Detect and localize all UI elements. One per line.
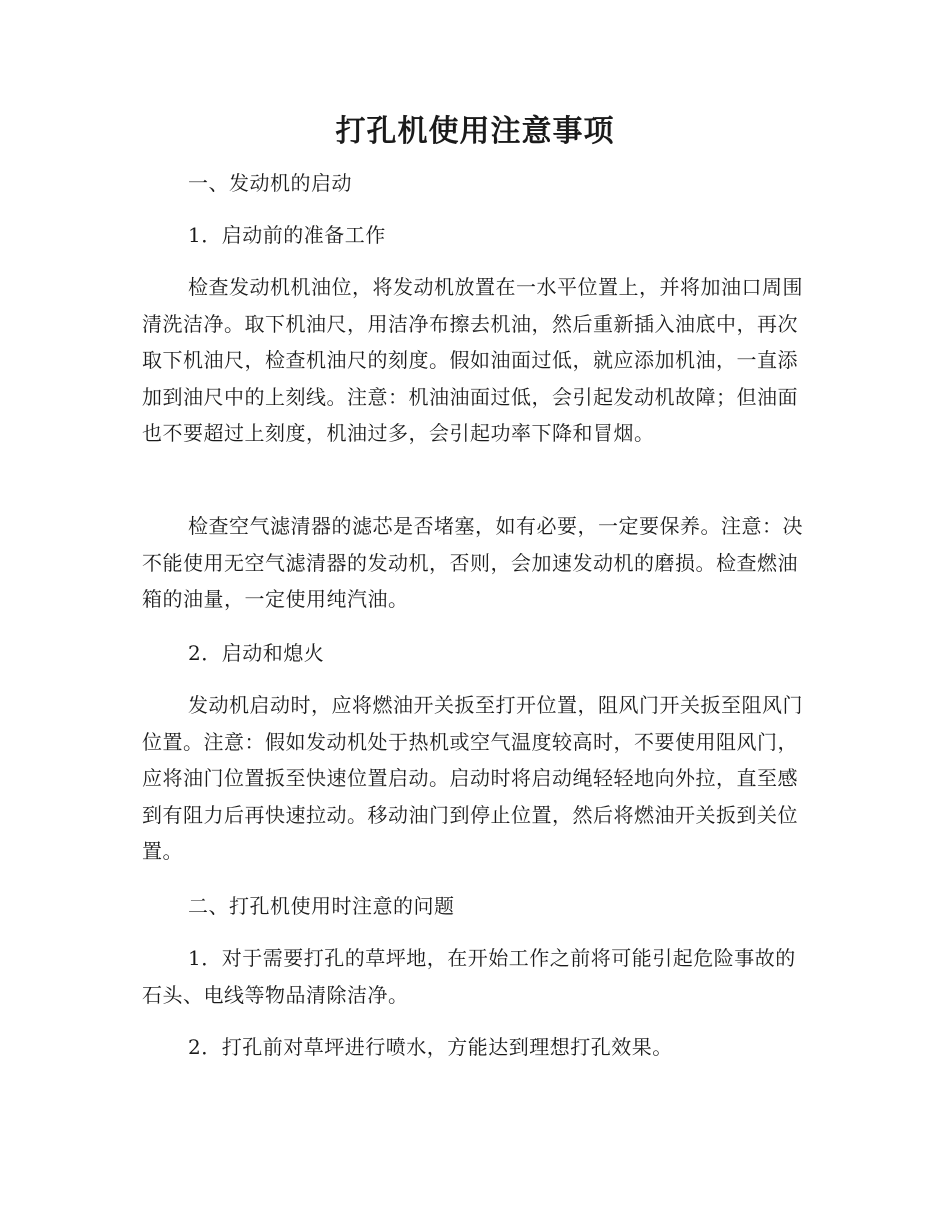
paragraph-water-lawn: 2．打孔前对草坪进行喷水，方能达到理想打孔效果。 [188, 1035, 673, 1059]
paragraph-oil-check: 检查发动机机油位，将发动机放置在一水平位置上，并将加油口周围清洗洁净。取下机油尺，用洁净布擦去机油，然后重新插入油底中，再次取下机油尺，检查机油尺的刻度。假如油面过低，就应添加机油，一直添加到油尺中的上刻线。注意：机油油面过低，会引起发动机故障；但油面也不要超过上刻度，机油过多，会引起功率下降和冒烟。 [142, 275, 803, 445]
subsection-heading-start-stop: 2．启动和熄火 [188, 641, 325, 665]
subsection-heading-preparation: 1．启动前的准备工作 [188, 223, 386, 247]
paragraph-air-filter: 检查空气滤清器的滤芯是否堵塞，如有必要，一定要保养。注意：决不能使用无空气滤清器的发动机，否则，会加速发动机的磨损。检查燃油箱的油量，一定使用纯汽油。 [142, 514, 803, 611]
section-heading-engine-start: 一、发动机的启动 [188, 171, 352, 195]
paragraph-clear-debris: 1．对于需要打孔的草坪地，在开始工作之前将可能引起危险事故的石头、电线等物品清除洁净。 [142, 946, 796, 1007]
paragraph-start-procedure: 发动机启动时，应将燃油开关扳至打开位置，阻风门开关扳至阻风门位置。注意：假如发动机处于热机或空气温度较高时，不要使用阻风门，应将油门位置扳至快速位置启动。启动时将启动绳轻轻地向外拉，直至感到有阻力后再快速拉动。移动油门到停止位置，然后将燃油开关扳到关位置。 [142, 693, 803, 863]
section-heading-usage-notes: 二、打孔机使用时注意的问题 [188, 894, 455, 918]
document-title: 打孔机使用注意事项 [335, 114, 615, 149]
